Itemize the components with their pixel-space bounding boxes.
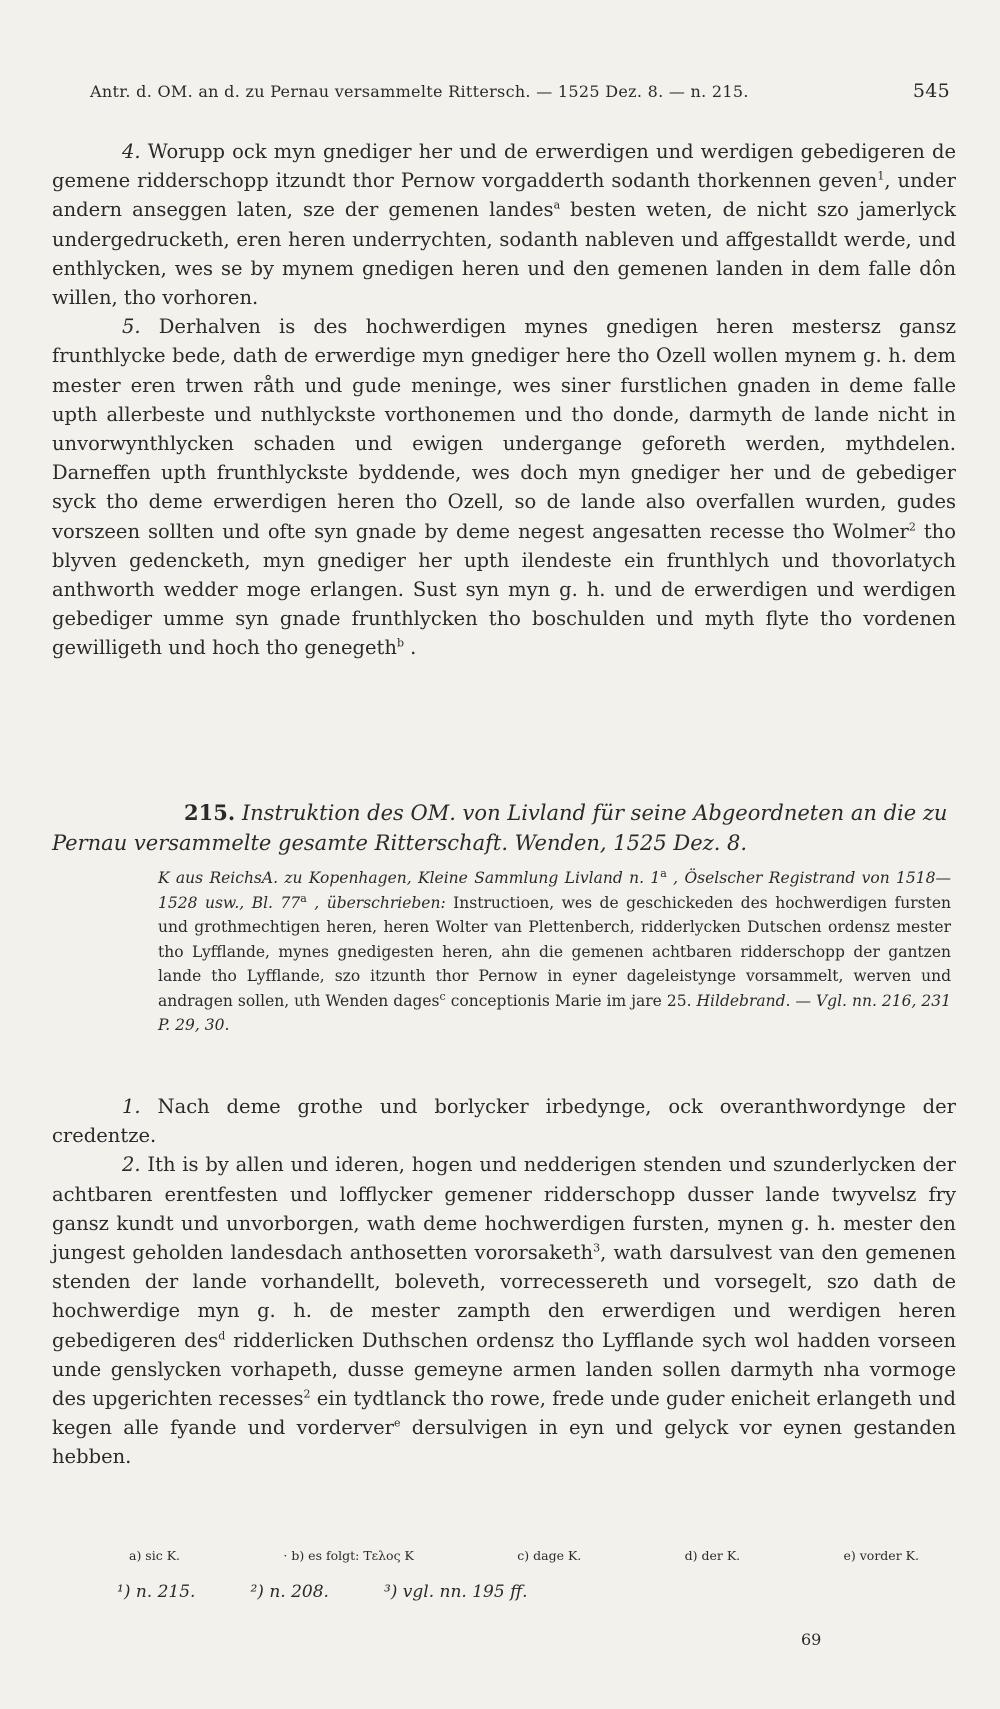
paragraph-number: 5. xyxy=(122,315,141,339)
running-title: Antr. d. OM. an d. zu Pernau versammelte Rittersch. — 1525 Dez. 8. — n. 215. xyxy=(90,82,749,101)
footnote: a) sic K. xyxy=(129,1548,181,1563)
main-text-lower xyxy=(52,1092,956,1472)
paragraph-5: 5. Derhalven is des hochwerdigen mynes gnedigen heren mestersz gansz frunthlycke bede, dath de erwerdige myn gnediger here tho Ozell wollen mynem g. h. dem mester eren trwen råth und gude meninge, wes siner furstlichen gnaden in deme falle upth allerbeste und nuthlyckste vorthonemen und tho donde, darmyth de lande nicht in unvorwynthlycken schaden und ewigen undergange geforeth werden, mythdelen. Darneffen upth frunthlyckste byddende, wes doch myn gnediger her und de gebediger syck tho deme erwerdigen heren tho Ozell, so de lande also overfallen wurden, gudes vorszeen sollten und ofte syn gnade by deme negest angesatten recesse tho Wolmer$^2$ tho blyven gedencketh, myn gnediger her upth ilendeste ein frunthlych und thovorlatych anthworth wedder moge erlangen. Sust syn myn g. h. und de erwerdigen und werdigen gebediger umme syn gnade frunthlycken tho boschulden und myth flyte tho vordenen gewilligeth und hoch tho genegeth$^b$ . xyxy=(52,315,956,660)
numbered-footnotes xyxy=(117,1582,528,1602)
footnote: c) dage K. xyxy=(517,1548,582,1563)
footnote: · b) es folgt: Τελος K xyxy=(283,1548,414,1563)
paragraph-4: 4. Worupp ock myn gnediger her und de erwerdigen und werdigen gebedigeren de gemene ridderschopp itzundt thor Pernow vorgadderth sodanth thorkennen geven$^1$, under andern anseggen laten, sze der gemenen landes$^a$ besten weten, de nicht szo jamerlyck undergedrucketh, eren heren underrychten, sodanth nableven und affgestalldt werde, und enthlycken, wes se by mynem gnedigen heren und den gemenen landen in dem falle dôn willen, tho vorhoren. xyxy=(52,140,956,310)
main-text-upper xyxy=(52,137,956,663)
footnote: e) vorder K. xyxy=(843,1548,919,1563)
item-number: 1. xyxy=(122,1095,141,1118)
footnote: d) der K. xyxy=(684,1548,741,1563)
paragraph-number: 4. xyxy=(122,140,141,163)
footnote: ³) vgl. nn. 195 ff. xyxy=(383,1582,528,1602)
document-number: 215. xyxy=(184,800,236,825)
textual-footnotes xyxy=(129,1548,919,1563)
footnote-ref: 1 xyxy=(877,169,885,183)
footnote: ¹) n. 215. xyxy=(117,1582,196,1602)
footnote-ref: 2 xyxy=(908,520,916,534)
running-header xyxy=(90,82,950,101)
item-2: 2. Ith is by allen und ideren, hogen und nedderigen stenden und szunderlycken der achtbaren erentfesten und lofflycker gemener ridderschopp dusser lande twyvelsz fry gansz kundt und unvorborgen, wath deme hochwerdigen fursten, mynen g. h. mester den jungest geholden landesdach anthosetten vororsaketh$^3$, wath darsulvest van den gemenen stenden der lande vorhandellt, boleveth, vorrecessereth und vorsegelt, szo dath de hochwerdige myn g. h. de mester zampth den erwerdigen und werdigen heren gebedigeren des$^d$ ridderlicken Duthschen ordensz tho Lyfflande sych wol hadden vorseen unde genslycken vorhapeth, dusse gemeyne armen landen sollen darmyth nha vormoge des upgerichten recesses$^2$ ein tydtlanck tho rowe, frede unde guder enicheit erlangeth und kegen alle fyande und vorderver$^e$ dersulvigen in eyn und gelyck vor eynen gestanden hebben. xyxy=(52,1153,957,1469)
printer-signature: 69 xyxy=(801,1630,822,1649)
document-heading xyxy=(52,798,956,858)
footnote-ref: b xyxy=(396,636,404,650)
footnote: ²) n. 208. xyxy=(250,1582,329,1602)
footnote-ref: a xyxy=(553,198,561,212)
document-title: Instruktion des OM. von Livland für seine Abgeordneten an die zu Pernau versammelte gesamte Ritterschaft. Wenden, 1525 Dez. 8. xyxy=(52,801,948,855)
item-number: 2. xyxy=(122,1153,141,1177)
source-note: K aus ReichsA. zu Kopenhagen, Kleine Sammlung Livland n. 1$^a$ , Öselscher Registrand von 1518—1528 usw., Bl. 77$^a$ , überschrieben: Instructioen, wes de geschickeden des hochwerdigen fursten und grothmechtigen heren, heren Wolter van Plettenberch, ridderlycken Dutschen ordensz mester tho Lyfflande, mynes gnedigesten heren, ahn die gemenen achtbaren ridderschopp der gantzen lande tho Lyfflande, szo itzunth thor Pernow in eyner dageleistynge vorsammelt, werven und andragen sollen, uth Wenden dages$^c$ conceptionis Marie im jare 25. Hildebrand. — Vgl. nn. 216, 231 P. 29, 30. xyxy=(158,866,951,1034)
item-1: 1. Nach deme grothe und borlycker irbedynge, ock overanthwordynge der credentze. xyxy=(52,1095,956,1148)
page-number: 545 xyxy=(912,80,950,102)
